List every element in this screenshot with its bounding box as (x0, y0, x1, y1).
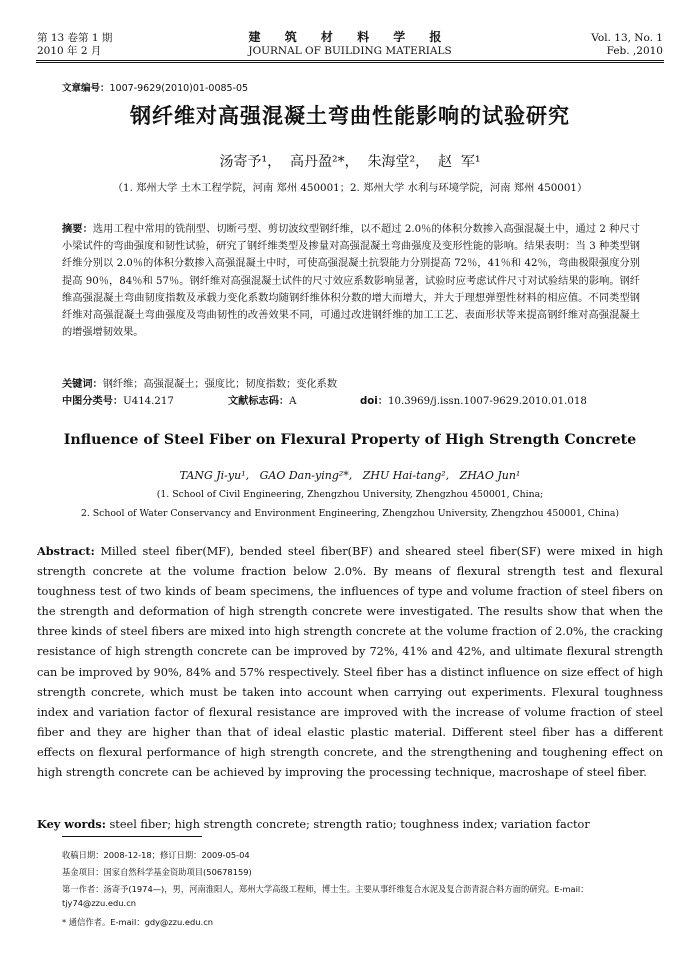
keywords-en (37, 814, 663, 835)
header-rule (36, 60, 664, 61)
publication-date-en: Feb. ,2010 (606, 45, 663, 57)
publication-date: 2010 年 2 月 (37, 45, 102, 57)
authors-en: TANG Ji-yu¹, GAO Dan-ying²*, ZHU Hai-tang², ZHAO Jun¹ (179, 469, 521, 482)
abstract-en (37, 541, 663, 783)
keywords-cn-label: 关键词： (62, 379, 103, 390)
classification-line (62, 393, 587, 410)
abstract-cn-text: 选用工程中常用的铣削型、切断弓型、剪切波纹型钢纤维，以不超过 2.0％的体积分数掺入高强混凝土中，通过 2 种尺寸小梁试件的弯曲强度和韧性试验，研究了钢纤维类型及掺量对高强混凝土弯曲强度及变形性能的影响。结果表明：当 3 种类型钢纤维分别以 2.0％的体积分数掺入高强混凝土中时，可使高强混凝土抗裂能力分别提高 72％，41％和 42％，弯曲极限强度分别提高 90％，84％和 57％。钢纤维对高强混凝土试件的尺寸效应系数影响显著，试验时应考虑试件尺寸对试验结果的影响。钢纤维高强混凝土弯曲韧度指数及承载力变化系数均随钢纤维体积分数的增大而增大，并大于理想弹塑性材料的相应值。不同类型钢纤维对高强混凝土弯曲强度及弯曲韧性的改善效果不同，可通过改进钢纤维的加工工艺、表面形状等来提高钢纤维对高强混凝土的增强增韧效果。 (62, 224, 640, 339)
journal-name-cn: 建 筑 材 料 学 报 (248, 30, 452, 44)
doc-value: A (289, 396, 297, 407)
keywords-en-text: steel fiber; high strength concrete; strength ratio; toughness index; variation factor (109, 818, 590, 831)
volume-issue-en: Vol. 13, No. 1 (591, 32, 663, 44)
footnote-first-author: 第一作者：汤寄予(1974—)，男，河南淮阳人，郑州大学高级工程师，博士生。主要从事纤维复合水泥及复合沥青混合料方面的研究。E-mail：tjy74@zzu.edu.cn (62, 884, 589, 908)
doi-value: 10.3969/j.issn.1007-9629.2010.01.018 (387, 396, 587, 407)
document-code (228, 393, 360, 410)
title-cn: 钢纤维对高强混凝土弯曲性能影响的试验研究 (130, 104, 570, 128)
authors-cn: 汤寄予¹， 高丹盈²*， 朱海堂²， 赵 军¹ (219, 154, 481, 170)
footnote-corresponding: * 通信作者。E-mail：gdy@zzu.edu.cn (62, 917, 214, 927)
affiliations-cn: （1. 郑州大学 土木工程学院，河南 郑州 450001；2. 郑州大学 水利与环境学院，河南 郑州 450001） (112, 182, 588, 194)
abstract-en-label: Abstract: (37, 544, 95, 558)
article-number-label: 文章编号： (62, 83, 110, 94)
keywords-cn (62, 376, 640, 393)
clc-label: 中图分类号： (62, 396, 124, 407)
footnote-rule (62, 836, 202, 837)
doi (360, 393, 587, 410)
clc-code (62, 393, 228, 410)
footnote-dates: 收稿日期：2008-12-18；修订日期：2009-05-04 (62, 850, 250, 860)
journal-name-en: JOURNAL OF BUILDING MATERIALS (248, 45, 452, 57)
article-number-value: 1007-9629(2010)01-0085-05 (109, 83, 249, 94)
affiliation-en-2: 2. School of Water Conservancy and Environment Engineering, Zhengzhou University, Zhengzhou 450001, China) (80, 508, 620, 519)
title-en: Influence of Steel Fiber on Flexural Property of High Strength Concrete (63, 432, 637, 448)
doi-label: doi： (360, 396, 388, 407)
abstract-en-text: Milled steel fiber(MF), bended steel fiber(BF) and sheared steel fiber(SF) were mixed in high strength concrete at the volume fraction below 2.0%. By means of flexural strength test and flexural toughness test of two kinds of beam specimens, the influences of type and volume fraction of steel fibers on the strength and deformation of high strength concrete were investigated. The results show that when the three kinds of steel fibers are mixed into high strength concrete at the volume fraction of 2.0%, the cracking resistance of high strength concrete can be improved by 72%, 41% and 42%, and ultimate flexural strength can be improved by 90%, 84% and 57% respectively. Steel fiber has a distinct influence on size effect of high strength concrete, which must be taken into account when carrying out experiments. Flexural toughness index and variation factor of flexural resistance are improved with the increase of volume fraction of steel fiber and they are higher than that of ideal elastic plastic material. Different steel fiber has a different effects on flexural performance of high strength concrete, and the strengthening and toughening effect on high strength concrete can be achieved by improving the processing technique, macroshape of steel fiber. (37, 545, 664, 780)
footnote-funding: 基金项目：国家自然科学基金资助项目(50678159) (62, 867, 252, 877)
volume-issue: 第 13 卷第 1 期 (37, 32, 113, 44)
affiliation-en-1: (1. School of Civil Engineering, Zhengzhou University, Zhengzhou 450001, China; (156, 489, 544, 500)
abstract-cn (62, 221, 640, 341)
abstract-cn-label: 摘要： (62, 224, 93, 235)
keywords-en-label: Key words: (37, 817, 106, 831)
article-number (62, 80, 248, 94)
clc-value: U414.217 (123, 396, 174, 407)
header-rule-2 (36, 62, 664, 63)
doc-label: 文献标志码： (228, 396, 290, 407)
keywords-cn-text: 钢纤维；高强混凝土；强度比；韧度指数；变化系数 (102, 379, 338, 390)
